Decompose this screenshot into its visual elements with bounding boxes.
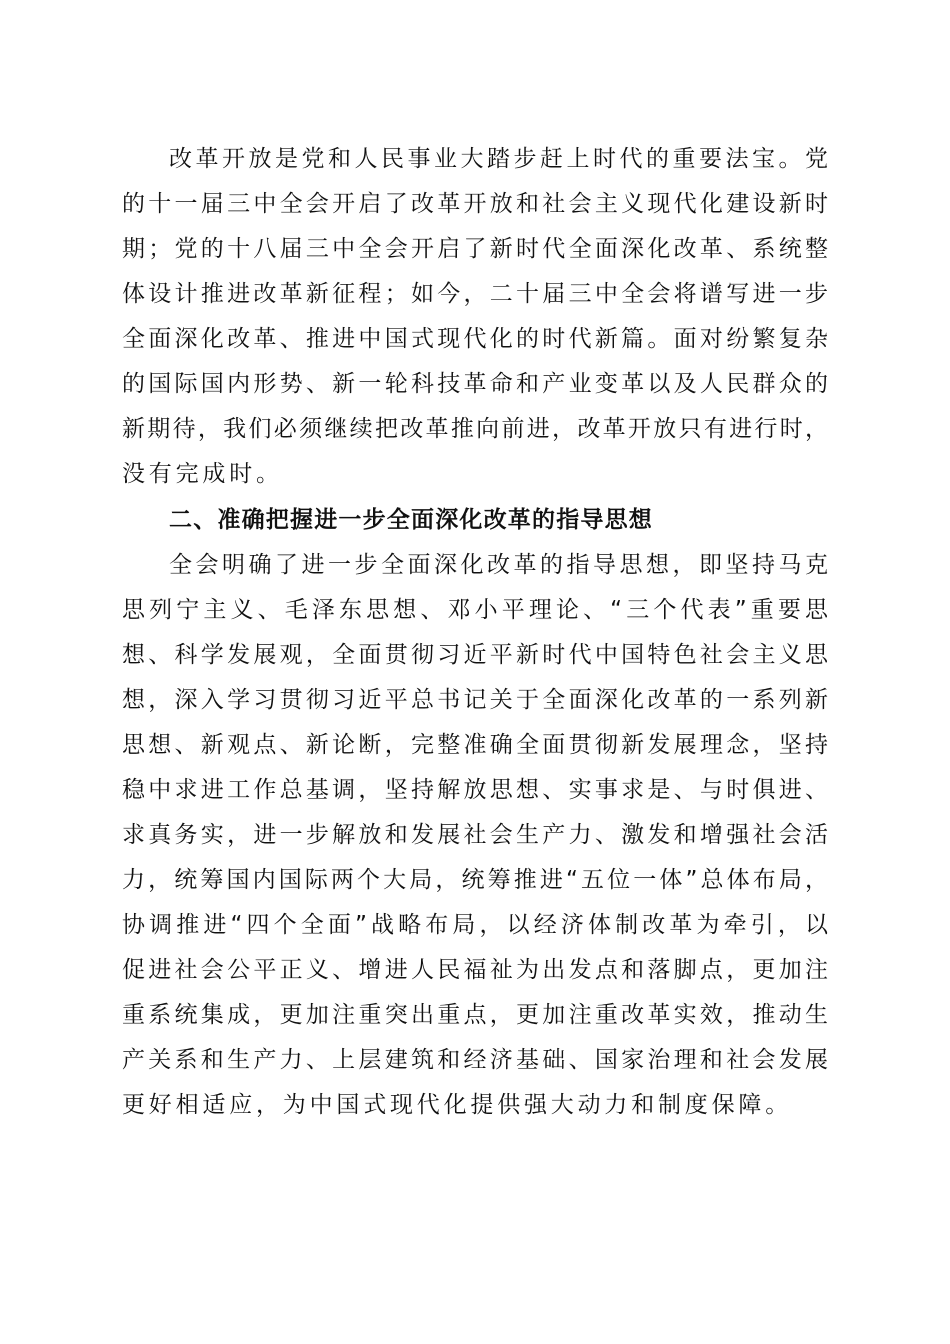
paragraph-2-line-9: 协调推进“四个全面”战略布局，以经济体制改革为牵引，以 xyxy=(122,912,828,938)
paragraph-2-line-8: 力，统筹国内国际两个大局，统筹推进“五位一体”总体布局， xyxy=(122,867,828,893)
paragraph-2-line-4: 想，深入学习贯彻习近平总书记关于全面深化改革的一系列新 xyxy=(122,687,828,713)
paragraph-1-line-2: 的十一届三中全会开启了改革开放和社会主义现代化建设新时 xyxy=(122,191,828,217)
paragraph-1-line-4: 体设计推进改革新征程；如今，二十届三中全会将谱写进一步 xyxy=(122,281,828,307)
paragraph-1-line-5: 全面深化改革、推进中国式现代化的时代新篇。面对纷繁复杂 xyxy=(122,326,828,352)
paragraph-1-line-7: 新期待，我们必须继续把改革推向前进，改革开放只有进行时， xyxy=(122,416,828,442)
paragraph-2-line-13: 更好相适应，为中国式现代化提供强大动力和制度保障。 xyxy=(122,1092,792,1118)
section-heading: 二、准确把握进一步全面深化改革的指导思想 xyxy=(169,507,653,533)
paragraph-2-line-11: 重系统集成，更加注重突出重点，更加注重改革实效，推动生 xyxy=(122,1002,828,1028)
paragraph-1-line-1: 改革开放是党和人民事业大踏步赶上时代的重要法宝。党 xyxy=(169,146,828,172)
paragraph-1-line-6: 的国际国内形势、新一轮科技革命和产业变革以及人民群众的 xyxy=(122,371,828,397)
paragraph-2-line-1: 全会明确了进一步全面深化改革的指导思想，即坚持马克 xyxy=(169,552,828,578)
paragraph-2-line-7: 求真务实，进一步解放和发展社会生产力、激发和增强社会活 xyxy=(122,822,828,848)
paragraph-2-line-3: 想、科学发展观，全面贯彻习近平新时代中国特色社会主义思 xyxy=(122,642,828,668)
paragraph-2-line-10: 促进社会公平正义、增进人民福祉为出发点和落脚点，更加注 xyxy=(122,957,828,983)
paragraph-1-line-8: 没有完成时。 xyxy=(122,461,283,487)
paragraph-2-line-5: 思想、新观点、新论断，完整准确全面贯彻新发展理念，坚持 xyxy=(122,732,828,758)
paragraph-2-line-6: 稳中求进工作总基调，坚持解放思想、实事求是、与时俱进、 xyxy=(122,777,828,803)
paragraph-2-line-12: 产关系和生产力、上层建筑和经济基础、国家治理和社会发展 xyxy=(122,1047,828,1073)
paragraph-2-line-2: 思列宁主义、毛泽东思想、邓小平理论、“三个代表”重要思 xyxy=(122,597,828,623)
paragraph-1-line-3: 期；党的十八届三中全会开启了新时代全面深化改革、系统整 xyxy=(122,236,828,262)
